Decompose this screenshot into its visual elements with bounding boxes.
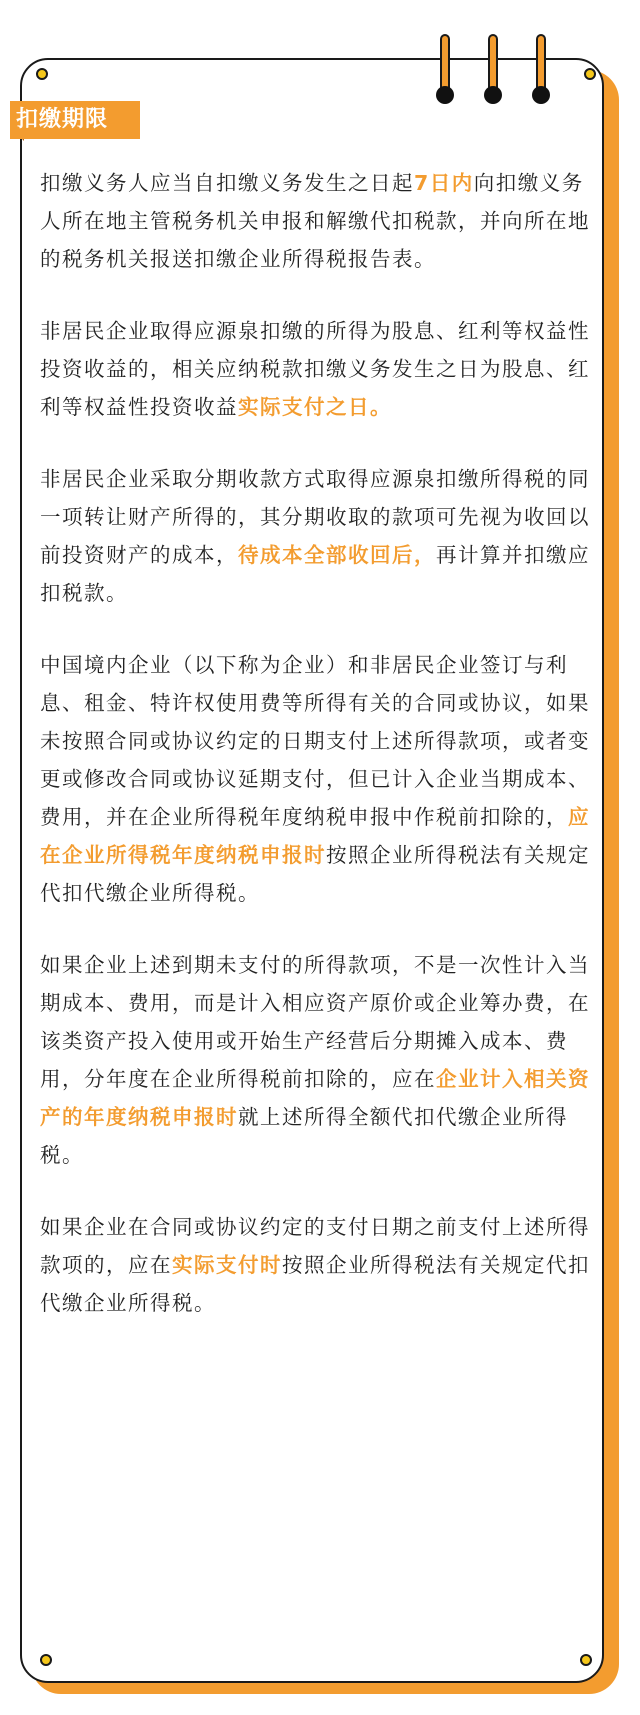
corner-dot-top-left bbox=[36, 68, 48, 80]
paragraph-5: 如果企业上述到期未支付的所得款项，不是一次性计入当期成本、费用，而是计入相应资产原价或企业筹办费，在该类资产投入使用或开始生产经营后分期摊入成本、费用，分年度在企业所得税前扣除的，应在企业计入相关资产的年度纳税申报时就上述所得全额代扣代缴企业所得税。 bbox=[40, 953, 590, 1167]
paragraph-3: 非居民企业采取分期收款方式取得应源泉扣缴所得税的同一项转让财产所得的，其分期收取的款项可先视为收回以前投资财产的成本，待成本全部收回后，再计算并扣缴应扣税款。 bbox=[40, 467, 590, 605]
highlight-text: 实际支付之日。 bbox=[238, 395, 392, 419]
highlight-text: 应在企业所得税年度纳税申报时 bbox=[40, 805, 590, 867]
paragraph-6: 如果企业在合同或协议约定的支付日期之前支付上述所得款项的，应在实际支付时按照企业所得税法有关规定代扣代缴企业所得税。 bbox=[40, 1215, 590, 1315]
binder-hole-2 bbox=[484, 86, 502, 104]
highlight-text: 企业计入相关资产的年度纳税申报时 bbox=[40, 1067, 590, 1129]
corner-dot-bottom-left bbox=[40, 1654, 52, 1666]
corner-dot-top-right bbox=[584, 68, 596, 80]
binder-hole-3 bbox=[532, 86, 550, 104]
section-title: 扣缴期限 bbox=[10, 101, 140, 139]
highlight-text: 实际支付时 bbox=[172, 1253, 282, 1277]
paragraph-2: 非居民企业取得应源泉扣缴的所得为股息、红利等权益性投资收益的，相关应纳税款扣缴义务发生之日为股息、红利等权益性投资收益实际支付之日。 bbox=[40, 319, 590, 419]
binder-hole-1 bbox=[436, 86, 454, 104]
paragraph-4: 中国境内企业（以下称为企业）和非居民企业签订与利息、租金、特许权使用费等所得有关的合同或协议，如果未按照合同或协议约定的日期支付上述所得款项，或者变更或修改合同或协议延期支付，但已计入企业当期成本、费用，并在企业所得税年度纳税申报中作税前扣除的，应在企业所得税年度纳税申报时按照企业所得税法有关规定代扣代缴企业所得税。 bbox=[40, 653, 590, 905]
content-body bbox=[40, 164, 596, 1356]
highlight-text: 7日内 bbox=[414, 171, 474, 195]
paragraph-1: 扣缴义务人应当自扣缴义务发生之日起7日内向扣缴义务人所在地主管税务机关申报和解缴代扣税款，并向所在地的税务机关报送扣缴企业所得税报告表。 bbox=[40, 171, 590, 271]
corner-dot-bottom-right bbox=[580, 1654, 592, 1666]
highlight-text: 待成本全部收回后， bbox=[238, 543, 436, 567]
